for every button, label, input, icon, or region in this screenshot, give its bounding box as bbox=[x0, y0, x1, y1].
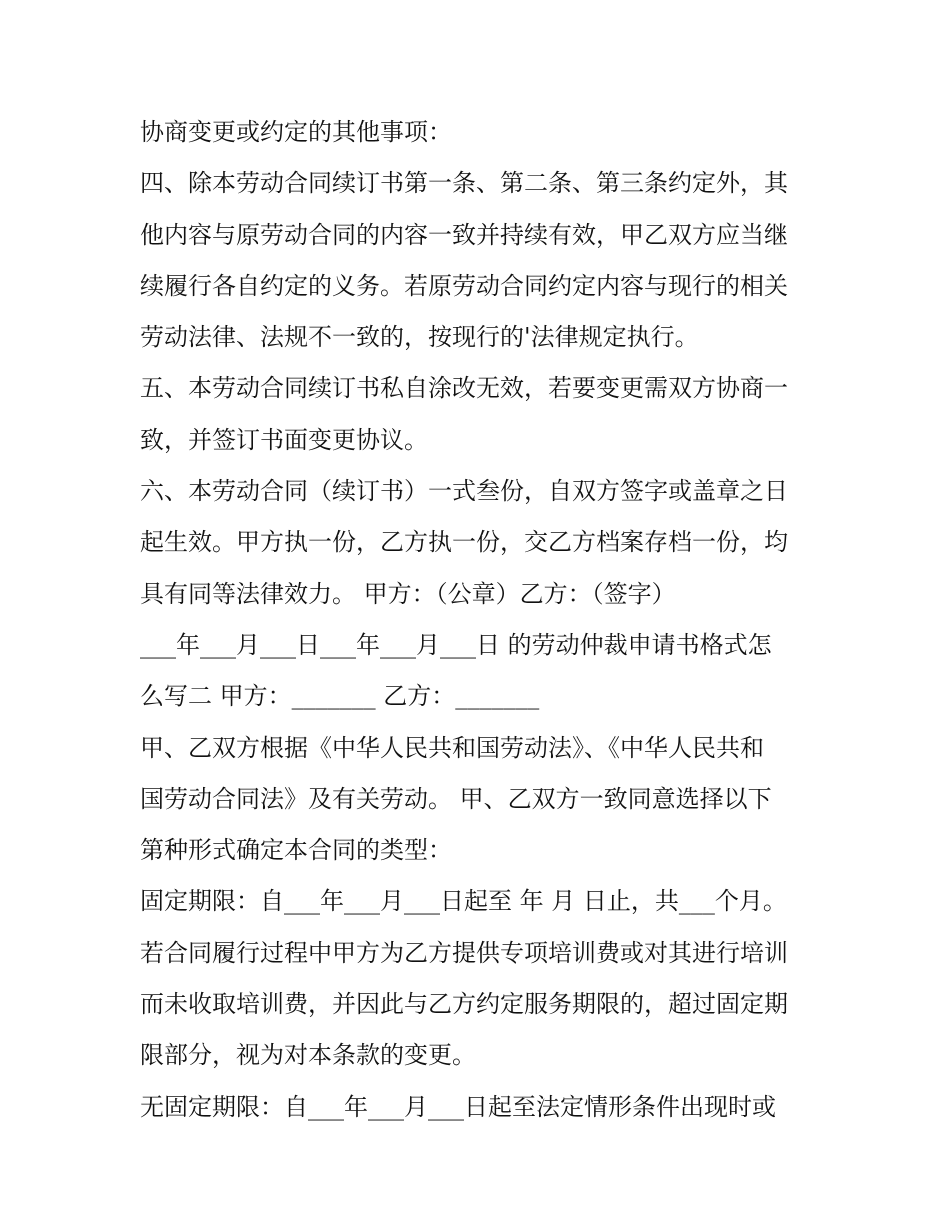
text-line-13: 甲、乙双方根据《中华人民共和国劳动法》、《中华人民共和 bbox=[140, 733, 764, 762]
text-line-7: 致，并签订书面变更协议。 bbox=[140, 425, 428, 454]
text-line-10: 具有同等法律效力。 甲方：（公章）乙方：（签字） bbox=[140, 579, 676, 608]
text-line-20: 无固定期限：自___年___月___日起至法定情形条件出现时或 bbox=[140, 1092, 776, 1121]
text-line-18: 而未收取培训费，并因此与乙方约定服务期限的，超过固定期 bbox=[140, 990, 788, 1019]
text-line-15: 第种形式确定本合同的类型： bbox=[140, 836, 452, 865]
document-text bbox=[140, 107, 820, 1133]
text-line-16: 固定期限：自___年___月___日起至 年 月 日止，共___个月。 bbox=[140, 887, 787, 916]
text-line-2: 四、除本劳动合同续订书第一条、第二条、第三条约定外，其 bbox=[140, 169, 788, 198]
text-line-3: 他内容与原劳动合同的内容一致并持续有效，甲乙双方应当继 bbox=[140, 220, 788, 249]
text-line-4: 续履行各自约定的义务。若原劳动合同约定内容与现行的相关 bbox=[140, 271, 788, 300]
text-line-19: 限部分，视为对本条款的变更。 bbox=[140, 1041, 476, 1070]
text-line-5: 劳动法律、法规不一致的，按现行的'法律规定执行。 bbox=[140, 323, 699, 352]
text-line-9: 起生效。甲方执一份，乙方执一份，交乙方档案存档一份，均 bbox=[140, 528, 788, 557]
text-line-11: ___年___月___日___年___月___日 的劳动仲裁申请书格式怎 bbox=[140, 630, 772, 659]
text-line-17: 若合同履行过程中甲方为乙方提供专项培训费或对其进行培训 bbox=[140, 938, 788, 967]
text-line-6: 五、本劳动合同续订书私自涂改无效，若要变更需双方协商一 bbox=[140, 374, 788, 403]
text-line-8: 六、本劳动合同（续订书）一式叁份，自双方签字或盖章之日 bbox=[140, 477, 788, 506]
text-line-12: 么写二 甲方：_______ 乙方：_______ bbox=[140, 682, 540, 711]
text-line-14: 国劳动合同法》及有关劳动。 甲、乙双方一致同意选择以下 bbox=[140, 784, 772, 813]
text-line-1: 协商变更或约定的其他事项： bbox=[140, 118, 452, 146]
